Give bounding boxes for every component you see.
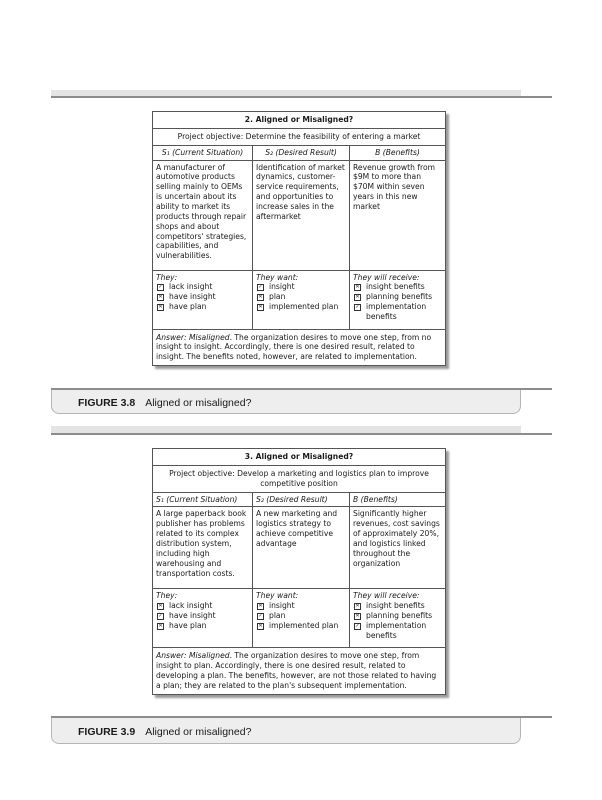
checkbox-icon: ✕ xyxy=(158,304,163,311)
checkbox-label: implemented plan xyxy=(269,621,339,631)
checkbox-icon: ✓ xyxy=(158,613,163,620)
checkbox-label: have plan xyxy=(169,302,207,312)
header-desired-result: S₂ (Desired Result) xyxy=(253,146,350,161)
answer-text xyxy=(153,648,445,693)
figure-caption-text: Aligned or misaligned? xyxy=(145,726,252,738)
they-want-label: They want: xyxy=(256,272,299,282)
alignment-table xyxy=(153,146,445,330)
checkbox-item xyxy=(354,601,442,611)
checkbox-item xyxy=(354,282,442,292)
checkbox-item xyxy=(157,611,249,621)
checkbox-icon: ✕ xyxy=(158,294,163,301)
checkbox-icon: ✓ xyxy=(258,284,263,291)
figure-number: FIGURE 3.8 xyxy=(78,397,136,409)
checkbox-item xyxy=(257,621,346,631)
answer-label: Answer: Misaligned xyxy=(156,651,230,661)
checkbox-item xyxy=(157,302,249,312)
they-label: They: xyxy=(156,272,178,282)
checkbox-item xyxy=(354,621,442,641)
checkbox-item xyxy=(257,601,346,611)
checkbox-label: plan xyxy=(269,292,286,302)
checkbox-item xyxy=(257,302,346,312)
checkbox-label: lack insight xyxy=(169,282,213,292)
checkbox-label: implemented plan xyxy=(269,302,339,312)
checkbox-label: have insight xyxy=(169,292,216,302)
they-receive-column xyxy=(350,589,445,648)
checkbox-label: implementation benefits xyxy=(366,302,427,322)
checkbox-label: plan xyxy=(269,611,286,621)
desired-result-text: A new marketing and logistics strategy to achieve competitive advantage xyxy=(253,507,350,589)
they-want-column xyxy=(253,271,350,330)
checkbox-label: have plan xyxy=(169,621,207,631)
checkbox-item xyxy=(157,601,249,611)
checkbox-icon: ✓ xyxy=(355,304,360,311)
checkbox-item xyxy=(354,611,442,621)
checkbox-item xyxy=(157,282,249,292)
answer-text xyxy=(153,330,445,366)
header-desired-result: S₂ (Desired Result) xyxy=(253,493,350,508)
checkbox-label: lack insight xyxy=(169,601,213,611)
checkbox-item xyxy=(257,292,346,302)
they-want-column xyxy=(253,589,350,648)
figure-card xyxy=(152,448,446,695)
checkbox-icon: ✕ xyxy=(355,603,360,610)
checkbox-label: insight xyxy=(269,282,295,292)
they-want-label: They want: xyxy=(256,591,299,601)
benefits-text: Revenue growth from $9M to more than $70M within seven years in this new market xyxy=(350,161,445,271)
checkbox-item xyxy=(157,292,249,302)
checkbox-label: insight xyxy=(269,601,295,611)
checkbox-icon: ✕ xyxy=(258,294,263,301)
checkbox-icon: ✕ xyxy=(158,623,163,630)
figure-card xyxy=(152,111,446,366)
checkbox-icon: ✕ xyxy=(158,603,163,610)
project-objective: Project objective: Develop a marketing and logistics plan to improve competitive position xyxy=(153,466,445,493)
checkbox-icon: ✓ xyxy=(158,284,163,291)
current-situation-text: A large paperback book publisher has problems related to its complex distribution system, including high warehousing and transportation costs. xyxy=(153,507,253,589)
checkbox-icon: ✓ xyxy=(355,623,360,630)
checkbox-item xyxy=(157,621,249,631)
header-current-situation: S₁ (Current Situation) xyxy=(153,146,253,161)
checkbox-icon: ✕ xyxy=(355,284,360,291)
benefits-text: Significantly higher revenues, cost savings of approximately 20%, and logistics linked throughout the organization xyxy=(350,507,445,589)
answer-body: . The organization desires to move one step, from insight to plan. Accordingly, there is one desired result, related to developing a plan. The benefits, however, are not those related to having a plan; they are related to the plan's subsequent implementation. xyxy=(156,651,437,691)
they-column xyxy=(153,589,253,648)
checkbox-item xyxy=(354,292,442,302)
they-receive-label: They will receive: xyxy=(353,591,420,601)
card-title: 3. Aligned or Misaligned? xyxy=(153,449,445,466)
header-benefits: B (Benefits) xyxy=(350,146,445,161)
they-receive-column xyxy=(350,271,445,330)
they-label: They: xyxy=(156,591,178,601)
card-title: 2. Aligned or Misaligned? xyxy=(153,112,445,129)
checkbox-icon: ✕ xyxy=(258,603,263,610)
answer-label: Answer: Misaligned xyxy=(156,332,230,342)
desired-result-text: Identification of market dynamics, customer-service requirements, and opportunities to increase sales in the aftermarket xyxy=(253,161,350,271)
checkbox-icon: ✕ xyxy=(258,623,263,630)
checkbox-icon: ✕ xyxy=(355,613,360,620)
top-rule xyxy=(51,96,552,98)
figure-number: FIGURE 3.9 xyxy=(78,726,136,738)
figure-caption-text: Aligned or misaligned? xyxy=(145,397,252,409)
project-objective: Project objective: Determine the feasibility of entering a market xyxy=(153,129,445,146)
checkbox-item xyxy=(257,611,346,621)
checkbox-item xyxy=(257,282,346,292)
header-benefits: B (Benefits) xyxy=(350,493,445,508)
figure-caption xyxy=(78,726,251,738)
alignment-table xyxy=(153,493,445,649)
they-receive-label: They will receive: xyxy=(353,272,420,282)
checkbox-label: have insight xyxy=(169,611,216,621)
figure-caption xyxy=(78,397,251,409)
checkbox-icon: ✕ xyxy=(258,304,263,311)
checkbox-label: planning benefits xyxy=(366,611,433,621)
current-situation-text: A manufacturer of automotive products selling mainly to OEMs is uncertain about its ability to market its products through repair shops and about competitors' strategies, capabilities, and vulnerabilities. xyxy=(153,161,253,271)
they-column xyxy=(153,271,253,330)
checkbox-label: insight benefits xyxy=(366,282,425,292)
checkbox-label: implementation benefits xyxy=(366,621,427,640)
checkbox-icon: ✕ xyxy=(355,294,360,301)
header-current-situation: S₁ (Current Situation) xyxy=(153,493,253,508)
checkbox-icon: ✓ xyxy=(258,613,263,620)
checkbox-label: planning benefits xyxy=(366,292,433,302)
checkbox-label: insight benefits xyxy=(366,601,425,611)
answer-body: . The organization desires to move one step, from no insight to insight. Accordingly, there is one desired result, related to insight. The benefits noted, however, are related to implementation. xyxy=(156,332,432,362)
checkbox-item xyxy=(354,302,442,322)
top-rule xyxy=(51,433,552,435)
